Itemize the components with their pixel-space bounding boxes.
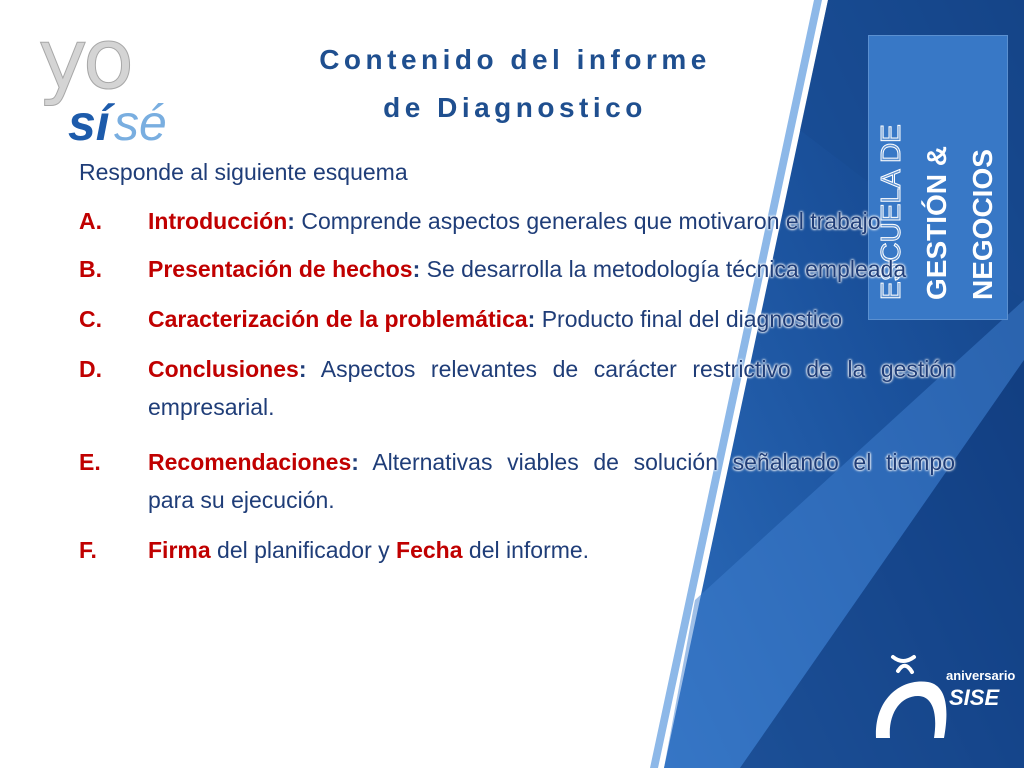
item-body bbox=[148, 443, 955, 519]
item-body bbox=[148, 250, 955, 288]
item-separator: : bbox=[298, 356, 307, 382]
list-item-e bbox=[79, 443, 955, 519]
list-item-b bbox=[79, 250, 955, 288]
figure-head-cross bbox=[898, 666, 912, 672]
item-separator: : bbox=[351, 449, 359, 475]
logo-yo: yo bbox=[38, 10, 130, 108]
item-line bbox=[148, 300, 955, 338]
item-term-signature: Firma bbox=[148, 537, 211, 563]
item-separator: : bbox=[527, 306, 536, 332]
item-letter: C. bbox=[79, 306, 102, 332]
item-line bbox=[148, 350, 955, 388]
item-body bbox=[148, 350, 955, 426]
school-line-2: GESTIÓN & bbox=[921, 145, 952, 300]
slide-body bbox=[79, 153, 955, 569]
logo-si: sí bbox=[68, 95, 110, 151]
item-line bbox=[148, 531, 955, 569]
title-line-1: Contenido del informe bbox=[319, 44, 711, 75]
school-line-3: NEGOCIOS bbox=[967, 149, 998, 300]
anniversary-brand: SISE bbox=[949, 685, 1000, 710]
item-text: del planificador y bbox=[217, 537, 390, 563]
list-item-d bbox=[79, 350, 955, 426]
item-line bbox=[148, 202, 955, 240]
item-term: Caracterización de la problemática bbox=[148, 306, 528, 332]
item-term-date: Fecha bbox=[396, 537, 463, 563]
item-letter: D. bbox=[79, 356, 102, 382]
item-text: del informe. bbox=[468, 537, 590, 563]
item-body bbox=[148, 202, 955, 240]
item-letter: B. bbox=[79, 256, 102, 282]
anniversary-label: aniversario bbox=[946, 668, 1016, 683]
item-separator: : bbox=[412, 256, 421, 282]
item-text: Alternativas viables de solución señalando el tiempo bbox=[372, 449, 956, 475]
figure-body bbox=[876, 682, 947, 738]
list-item-f bbox=[79, 531, 955, 569]
item-separator: : bbox=[287, 208, 295, 234]
anniversary-figure-icon bbox=[868, 645, 953, 745]
intro-text: Responde al siguiente esquema bbox=[79, 159, 408, 185]
item-line bbox=[148, 250, 955, 288]
logo-se: sé bbox=[114, 95, 167, 151]
slide-title bbox=[300, 36, 730, 132]
item-text: Se desarrolla la metodología técnica empleada bbox=[426, 256, 907, 282]
item-term: Conclusiones bbox=[148, 356, 299, 382]
item-letter: A. bbox=[79, 208, 102, 234]
item-letter: E. bbox=[79, 449, 101, 475]
list-item-a bbox=[79, 202, 955, 240]
list-item-c bbox=[79, 300, 955, 338]
item-line bbox=[148, 443, 955, 481]
figure-head bbox=[893, 657, 914, 661]
item-body bbox=[148, 300, 955, 338]
item-term: Recomendaciones bbox=[148, 449, 352, 475]
item-text: Producto final del diagnostico bbox=[541, 306, 843, 332]
item-text: Aspectos relevantes de carácter restrictivo de la gestión bbox=[320, 356, 956, 382]
item-line-continuation: para su ejecución. bbox=[148, 487, 335, 513]
item-body bbox=[148, 531, 955, 569]
item-term: Presentación de hechos bbox=[148, 256, 413, 282]
school-line-1: ESCUELA DE bbox=[875, 124, 906, 300]
title-line-2: de Diagnostico bbox=[383, 92, 647, 123]
item-term: Introducción bbox=[148, 208, 288, 234]
item-letter: F. bbox=[79, 537, 97, 563]
item-text: Comprende aspectos generales que motivaron el trabajo bbox=[301, 208, 881, 234]
item-line-continuation: empresarial. bbox=[148, 394, 275, 420]
